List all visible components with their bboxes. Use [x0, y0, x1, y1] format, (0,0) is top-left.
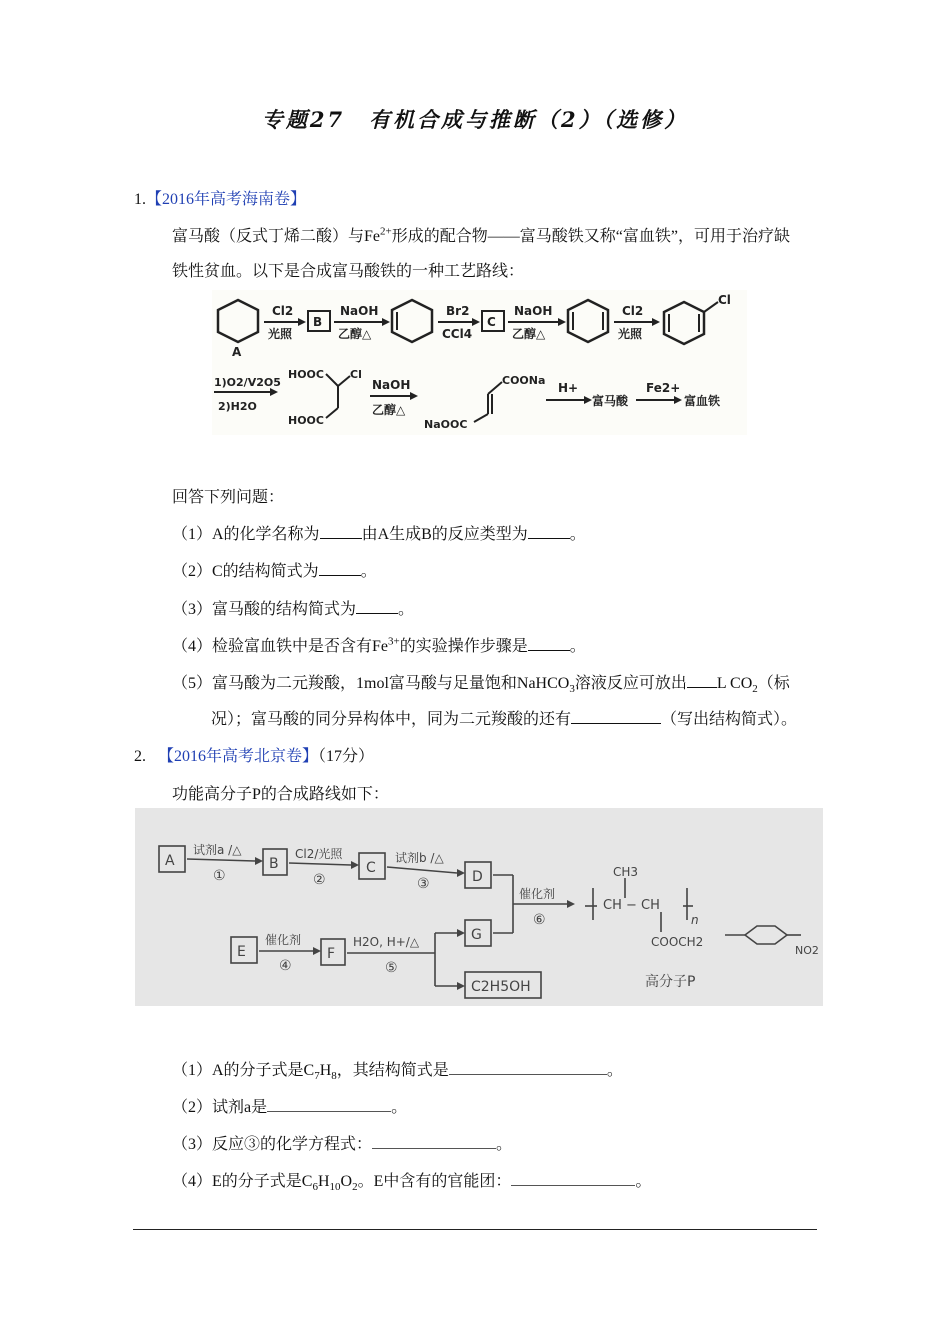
svg-text:Fe2+: Fe2+	[646, 381, 681, 395]
svg-text:Cl2/光照: Cl2/光照	[295, 847, 343, 861]
question-source: 【2016年高考海南卷】	[146, 191, 307, 208]
svg-text:试剂b /△: 试剂b /△	[395, 851, 444, 865]
question-source: 【2016年高考北京卷】	[158, 748, 319, 765]
svg-text:C2H5OH: C2H5OH	[471, 979, 531, 995]
answer-blank[interactable]	[687, 674, 717, 688]
q2-sub-4: （4）E的分子式是$C_6H_{10}O_2$。E中含有的官能团： 。	[172, 1173, 652, 1194]
svg-text:HOOC: HOOC	[288, 414, 324, 427]
q1-sub-5: （5）富马酸为二元羧酸，1mol富马酸与足量饱和NaHCO$_3$溶液反应可放出 L $CO_2$（标	[172, 675, 790, 696]
polymer-p-synthesis-scheme	[135, 808, 823, 1006]
question-number: 2.	[134, 748, 146, 765]
svg-text:Br2: Br2	[446, 304, 470, 318]
svg-text:E: E	[237, 944, 246, 960]
svg-text:NO2: NO2	[795, 944, 819, 957]
q1-sub-5-cont: 况）；富马酸的同分异构体中，同为二元羧酸的还有 （写出结构简式）。	[211, 711, 798, 728]
polymer-p-label: 高分子P	[645, 974, 696, 990]
svg-text:HOOC: HOOC	[288, 368, 324, 381]
q1-sub-1: （1）A的化学名称为 由A生成B的反应类型为 。	[172, 526, 586, 543]
q1-sub-2: （2）C的结构简式为 。	[172, 563, 377, 580]
svg-text:光照: 光照	[618, 327, 643, 341]
svg-text:A: A	[165, 853, 175, 869]
svg-text:Cl2: Cl2	[622, 304, 644, 318]
answer-blank[interactable]	[571, 710, 661, 724]
question-2-header	[134, 743, 374, 766]
svg-text:④: ④	[279, 958, 292, 974]
svg-text:C: C	[366, 860, 376, 876]
svg-text:光照: 光照	[268, 327, 293, 341]
fumaric-synthesis-scheme	[212, 290, 747, 435]
svg-text:①: ①	[213, 868, 226, 884]
svg-text:CH − CH: CH − CH	[603, 898, 660, 913]
question-points: （17分）	[318, 748, 375, 765]
question-1-intro-line1: 富马酸（反式丁烯二酸）与$Fe^{2+}$形成的配合物——富马酸铁又称“富血铁”，可用于治疗缺	[172, 225, 790, 245]
svg-text:②: ②	[313, 872, 326, 888]
svg-text:NaOH: NaOH	[514, 304, 553, 318]
svg-text:CCl4: CCl4	[442, 327, 473, 341]
q2-sub-1: （1）A的分子式是$C_7H_8$，其结构简式是 。	[172, 1062, 623, 1083]
svg-text:H2O, H+/△: H2O, H+/△	[353, 935, 420, 949]
svg-text:Cl: Cl	[350, 368, 362, 381]
svg-text:NaOH: NaOH	[340, 304, 379, 318]
svg-text:B: B	[269, 856, 279, 872]
svg-text:NaOH: NaOH	[372, 378, 411, 392]
svg-text:试剂a /△: 试剂a /△	[193, 843, 242, 857]
answer-blank[interactable]	[449, 1061, 607, 1075]
svg-text:⑤: ⑤	[385, 960, 398, 976]
answer-blank[interactable]	[511, 1172, 635, 1186]
question-2-intro: 功能高分子P的合成路线如下：	[172, 786, 389, 803]
svg-text:F: F	[327, 946, 336, 962]
svg-text:1)O2/V2O5: 1)O2/V2O5	[214, 376, 281, 389]
svg-text:COOCH2: COOCH2	[651, 935, 704, 949]
svg-text:D: D	[472, 869, 483, 885]
svg-text:乙醇△: 乙醇△	[372, 403, 406, 417]
answer-blank[interactable]	[528, 525, 570, 539]
svg-text:H+: H+	[558, 381, 579, 395]
q1-sub-3: （3）富马酸的结构简式为 。	[172, 601, 415, 618]
svg-text:CH3: CH3	[613, 865, 639, 879]
box-b: B	[313, 315, 323, 329]
question-1-intro-line2: 铁性贫血。以下是合成富马酸铁的一种工艺路线：	[172, 263, 525, 280]
svg-text:③: ③	[417, 876, 430, 892]
svg-text:Cl: Cl	[718, 293, 731, 307]
question-1-header	[134, 186, 306, 209]
footer-divider	[133, 1229, 817, 1230]
q2-sub-3: （3）反应③的化学方程式： 。	[172, 1136, 513, 1153]
svg-text:NaOOC: NaOOC	[424, 418, 468, 431]
answer-blank[interactable]	[356, 600, 398, 614]
svg-text:2)H2O: 2)H2O	[218, 400, 257, 413]
svg-text:COONa: COONa	[502, 374, 546, 387]
fumaric-acid-label: 富马酸	[592, 394, 629, 408]
answer-blank[interactable]	[320, 525, 362, 539]
answer-blank[interactable]	[319, 562, 361, 576]
svg-text:⑥: ⑥	[533, 912, 546, 928]
q1-sub-4: （4）检验富血铁中是否含有$Fe^{3+}$的实验操作步骤是 。	[172, 635, 586, 655]
box-c: C	[487, 315, 496, 329]
ferrous-fumarate-label: 富血铁	[684, 394, 721, 408]
answer-blank[interactable]	[372, 1135, 496, 1149]
label-a: A	[232, 345, 242, 359]
question-number: 1.	[134, 191, 146, 208]
answer-blank[interactable]	[528, 637, 570, 651]
answer-blank[interactable]	[267, 1098, 391, 1112]
q2-sub-2: （2）试剂a是 。	[172, 1099, 408, 1116]
svg-text:G: G	[471, 927, 482, 943]
svg-text:催化剂: 催化剂	[265, 933, 302, 947]
question-1-prompt: 回答下列问题：	[172, 489, 285, 506]
svg-text:催化剂: 催化剂	[519, 887, 556, 901]
page-title: 专题27 有机合成与推断（2）（选修）	[261, 107, 689, 132]
svg-text:n: n	[691, 913, 699, 927]
svg-text:乙醇△: 乙醇△	[512, 327, 546, 341]
svg-text:乙醇△: 乙醇△	[338, 327, 372, 341]
svg-text:Cl2: Cl2	[272, 304, 294, 318]
